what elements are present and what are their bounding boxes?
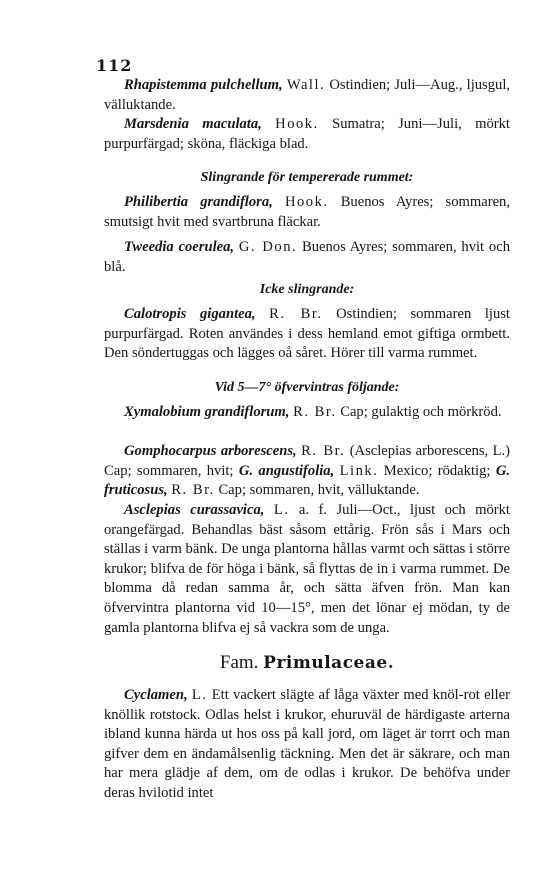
- genus-author: L.: [191, 687, 208, 703]
- species-description: Ostindien; sommaren ljust purpurfärgad. Roten användes i dess hemland emot giftiga ormbett. Den söndertuggas och lägges oå såret. Hörer till varma rummet.: [104, 306, 510, 362]
- entry-cyclamen: [104, 686, 510, 804]
- species-description: Cap; gulaktig och mörkröd.: [340, 404, 502, 420]
- entry-marsdenia: [104, 115, 510, 154]
- family-heading: [104, 652, 510, 674]
- genus-name: Cyclamen,: [124, 687, 188, 703]
- species-description: Mexico; rödaktig;: [383, 462, 491, 479]
- species-description: Ostindien; Juli—Aug., ljusgul, välluktande.: [104, 77, 511, 113]
- section-heading: Icke slingrande:: [259, 282, 355, 297]
- species-name: Asclepias curassavica,: [124, 502, 265, 518]
- species-author: Hook.: [284, 194, 329, 210]
- species-author: R. Br.: [269, 306, 323, 322]
- species-name: Calotropis gigantea,: [124, 306, 256, 322]
- entry-tweedia: [104, 238, 510, 277]
- species-description: Buenos Ayres; sommaren, smutsigt hvit med svartbruna fläckar.: [104, 194, 510, 230]
- species-name: Philibertia grandiflora,: [124, 194, 273, 210]
- section-heading: Slingrande för tempererade rummet:: [200, 170, 414, 185]
- species-description: Sumatra; Juni—Juli, mörkt purpurfärgad; sköna, fläckiga blad.: [104, 116, 510, 152]
- family-name: Primulaceae.: [263, 653, 395, 673]
- species-description: Cap; sommaren, hvit, välluktande.: [218, 482, 420, 499]
- section-heading: Vid 5—7° öfvervintras följande:: [214, 380, 400, 395]
- family-prefix: Fam.: [219, 652, 259, 673]
- species-name: Xymalobium grandiflorum,: [124, 404, 290, 420]
- species-description: (Asclepias arborescens, L.) Cap; sommaren, hvit;: [104, 443, 511, 479]
- entry-gomphocarpus: [104, 442, 510, 501]
- entry-philibertia: [104, 193, 510, 232]
- species-name: Rhapistemma pulchellum,: [124, 77, 283, 93]
- entry-rhapistemma: [104, 76, 510, 115]
- page-number: 112: [96, 56, 133, 75]
- species-author: R. Br.: [293, 404, 337, 420]
- entry-asclepias: [104, 501, 510, 638]
- species-name: Gomphocarpus arborescens,: [124, 443, 297, 459]
- entry-xymalobium: [104, 403, 510, 423]
- species-author: R. Br.: [171, 482, 215, 499]
- species-description: a. f. Juli—Oct., ljust och mörkt orangefärgad. Behandlas bäst såsom ettårig. Frön sås i Mars och ställas i varm bänk. De unga plantorna hållas varmt och sättas i större krukor; blifva de för höga i bänk, så flyttas de in i varma rummet. De blomma då redan samma år, och sätta äfven frön. Man kan öfvervintra plantorna vid 10—15°, men det lönar ej mödan, ty de gamla plantorna blifva ej så vackra som de unga.: [104, 502, 510, 636]
- species-author: Wall.: [286, 77, 326, 93]
- species-author: Link.: [339, 462, 379, 479]
- genus-description: Ett vackert slägte af låga växter med knöl-rot eller knöllik rotstock. Odlas helst i krukor, ehuruväl de härdigaste arterna ibland kunna härda ut hos oss på kall jord, om läget är torrt och man gifver dem en ändamålsenlig täckning. Men det är säkrare, och man har mera glädje af dem, om de odlas i krukor. De behöfva under deras hvilotid intet: [104, 687, 510, 801]
- species-description: Buenos Ayres; sommaren, hvit och blå.: [104, 239, 510, 275]
- species-name: G. angustifolia,: [238, 462, 335, 479]
- species-name: Marsdenia maculata,: [124, 116, 262, 132]
- entry-calotropis: [104, 305, 510, 364]
- species-name: G. fruticosus,: [104, 462, 511, 499]
- species-author: Hook.: [275, 116, 319, 132]
- species-author: G. Don.: [238, 239, 298, 255]
- species-author: R. Br.: [301, 443, 346, 459]
- species-author: L.: [273, 502, 290, 518]
- species-name: Tweedia coerulea,: [124, 239, 235, 255]
